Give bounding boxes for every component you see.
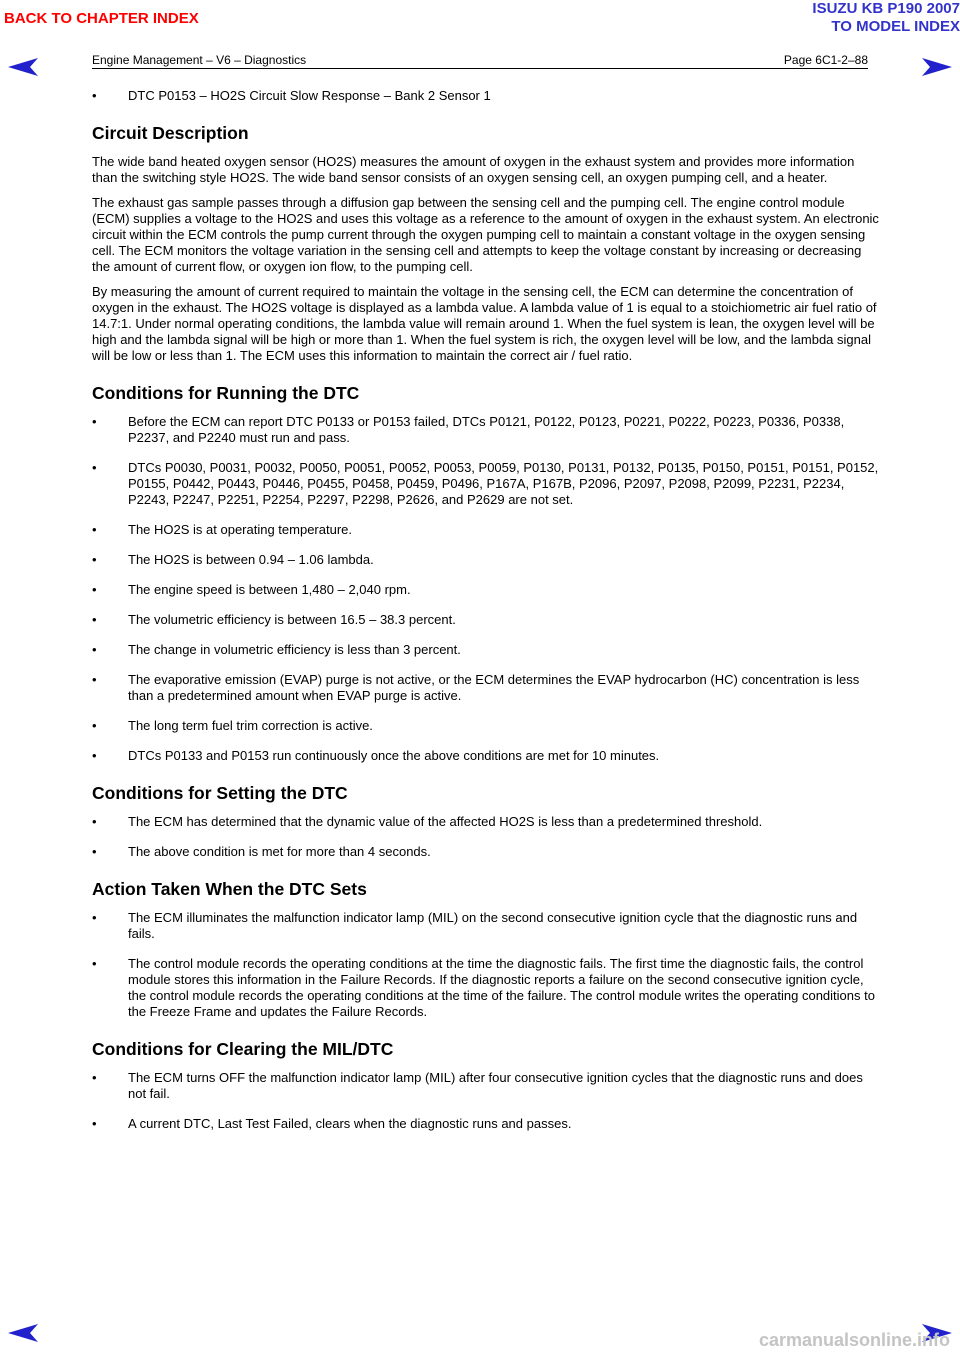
bullet-icon: • <box>92 814 97 829</box>
next-page-right-arrow-icon[interactable] <box>920 56 954 78</box>
circuit-paragraph: By measuring the amount of current required to maintain the voltage in the sensing cell, the ECM can determine the concentration of oxygen in the exhaust. The HO2S voltage is displayed as a lambda value. A lambda value of 1 is equal to a stoichiometric air fuel ratio of 14.7:1. Under normal operating conditions, the lambda value will remain around 1. When the fuel system is lean, the oxygen level will be high and the lambda signal will be high or more than 1. When the fuel system is rich, the oxygen level will be low, and the lambda signal will be low or less than 1. The ECM uses this information to maintain the correct air / fuel ratio. <box>92 284 877 363</box>
list-item <box>92 414 882 446</box>
bullet-icon: • <box>92 910 97 925</box>
list-item <box>92 844 882 860</box>
bullet-icon: • <box>92 460 97 475</box>
bullet-icon: • <box>92 1070 97 1085</box>
list-item-text: The above condition is met for more than 4 seconds. <box>128 844 431 859</box>
dtc-title-text: DTC P0153 – HO2S Circuit Slow Response – Bank 2 Sensor 1 <box>128 88 491 103</box>
document-body <box>92 88 882 1146</box>
to-model-index-link[interactable]: TO MODEL INDEX <box>831 18 960 35</box>
list-item-text: DTCs P0030, P0031, P0032, P0050, P0051, P0052, P0053, P0059, P0130, P0131, P0132, P0135, P0150, P0151, P0151, P0152, P0155, P0442, P0443, P0446, P0455, P0458, P0459, P0496, P167A, P167B, P2096, P2097, P2098, P2099, P2231, P2234, P2243, P2247, P2251, P2254, P2297, P2298, P2626, and P2629 are not set. <box>128 460 879 507</box>
action-taken-heading: Action Taken When the DTC Sets <box>92 879 367 899</box>
prev-page-left-arrow-icon[interactable] <box>6 56 40 78</box>
header-page-number: Page 6C1-2–88 <box>783 53 868 67</box>
bullet-icon: • <box>92 956 97 971</box>
list-item-text: The ECM illuminates the malfunction indicator lamp (MIL) on the second consecutive ignition cycle that the diagnostic runs and fails. <box>128 910 858 941</box>
list-item <box>92 1116 882 1132</box>
list-item-text: The evaporative emission (EVAP) purge is not active, or the ECM determines the EVAP hydrocarbon (HC) concentration is less than a predetermined amount when EVAP purge is active. <box>128 672 860 703</box>
bullet-icon: • <box>92 718 97 733</box>
list-item-text: Before the ECM can report DTC P0133 or P0153 failed, DTCs P0121, P0122, P0123, P0221, P0222, P0223, P0336, P0338, P2237, and P2240 must run and pass. <box>128 414 845 445</box>
list-item <box>92 460 882 508</box>
bullet-icon: • <box>92 522 97 537</box>
bullet-icon: • <box>92 88 97 103</box>
list-item-text: The control module records the operating conditions at the time the diagnostic fails. The first time the diagnostic fails, the control module stores this information in the Failure Records. If the diagnostic reports a failure on the second consecutive ignition cycle, the control module records the operating conditions at the time of the failure. The control module writes the operating conditions to the Freeze Frame and updates the Failure Records. <box>128 956 875 1019</box>
bullet-icon: • <box>92 612 97 627</box>
list-item <box>92 582 882 598</box>
bullet-icon: • <box>92 552 97 567</box>
bullet-icon: • <box>92 1116 97 1131</box>
bullet-icon: • <box>92 844 97 859</box>
list-item-text: The change in volumetric efficiency is less than 3 percent. <box>128 642 461 657</box>
header-section-title: Engine Management – V6 – Diagnostics <box>92 53 307 67</box>
list-item-text: A current DTC, Last Test Failed, clears when the diagnostic runs and passes. <box>128 1116 572 1131</box>
list-item <box>92 748 882 764</box>
model-title: ISUZU KB P190 2007 <box>812 0 960 17</box>
dtc-title-item <box>92 88 882 104</box>
list-item-text: The ECM has determined that the dynamic value of the affected HO2S is less than a predetermined threshold. <box>128 814 763 829</box>
bullet-icon: • <box>92 672 97 687</box>
list-item <box>92 814 882 830</box>
clearing-conditions-heading: Conditions for Clearing the MIL/DTC <box>92 1039 394 1059</box>
list-item-text: DTCs P0133 and P0153 run continuously once the above conditions are met for 10 minutes. <box>128 748 660 763</box>
list-item <box>92 672 882 704</box>
header-divider <box>92 68 868 69</box>
list-item <box>92 642 882 658</box>
prev-page-left-arrow-icon[interactable] <box>6 1322 40 1344</box>
list-item <box>92 910 882 942</box>
list-item-text: The ECM turns OFF the malfunction indicator lamp (MIL) after four consecutive ignition cycles that the diagnostic runs and does not fail. <box>128 1070 863 1101</box>
list-item-text: The engine speed is between 1,480 – 2,040 rpm. <box>128 582 411 597</box>
list-item <box>92 612 882 628</box>
circuit-paragraph: The wide band heated oxygen sensor (HO2S) measures the amount of oxygen in the exhaust system and provides more information than the switching style HO2S. The wide band sensor consists of an oxygen sensing cell, an oxygen pumping cell, and a heater. <box>92 154 855 185</box>
circuit-description-heading: Circuit Description <box>92 123 249 143</box>
list-item-text: The HO2S is at operating temperature. <box>128 522 353 537</box>
circuit-paragraph: The exhaust gas sample passes through a diffusion gap between the sensing cell and the pumping cell. The engine control module (ECM) supplies a voltage to the HO2S and uses this voltage as a reference to the amount of oxygen in the exhaust system. An electronic circuit within the ECM controls the pump current through the oxygen pumping cell to maintain a constant voltage in the oxygen sensing cell. The ECM monitors the voltage variation in the sensing cell and attempts to keep the voltage constant by increasing or decreasing the amount of current flow, or oxygen ion flow, to the pumping cell. <box>92 195 879 274</box>
list-item <box>92 522 882 538</box>
list-item-text: The long term fuel trim correction is active. <box>128 718 373 733</box>
list-item-text: The volumetric efficiency is between 16.5 – 38.3 percent. <box>128 612 456 627</box>
list-item <box>92 956 882 1020</box>
list-item <box>92 552 882 568</box>
bullet-icon: • <box>92 414 97 429</box>
bullet-icon: • <box>92 748 97 763</box>
list-item <box>92 1070 882 1102</box>
list-item-text: The HO2S is between 0.94 – 1.06 lambda. <box>128 552 374 567</box>
watermark: carmanualsonline.info <box>758 1330 950 1350</box>
list-item <box>92 718 882 734</box>
running-conditions-heading: Conditions for Running the DTC <box>92 383 360 403</box>
setting-conditions-heading: Conditions for Setting the DTC <box>92 783 348 803</box>
back-to-chapter-index-link[interactable]: BACK TO CHAPTER INDEX <box>4 10 199 27</box>
bullet-icon: • <box>92 582 97 597</box>
bullet-icon: • <box>92 642 97 657</box>
